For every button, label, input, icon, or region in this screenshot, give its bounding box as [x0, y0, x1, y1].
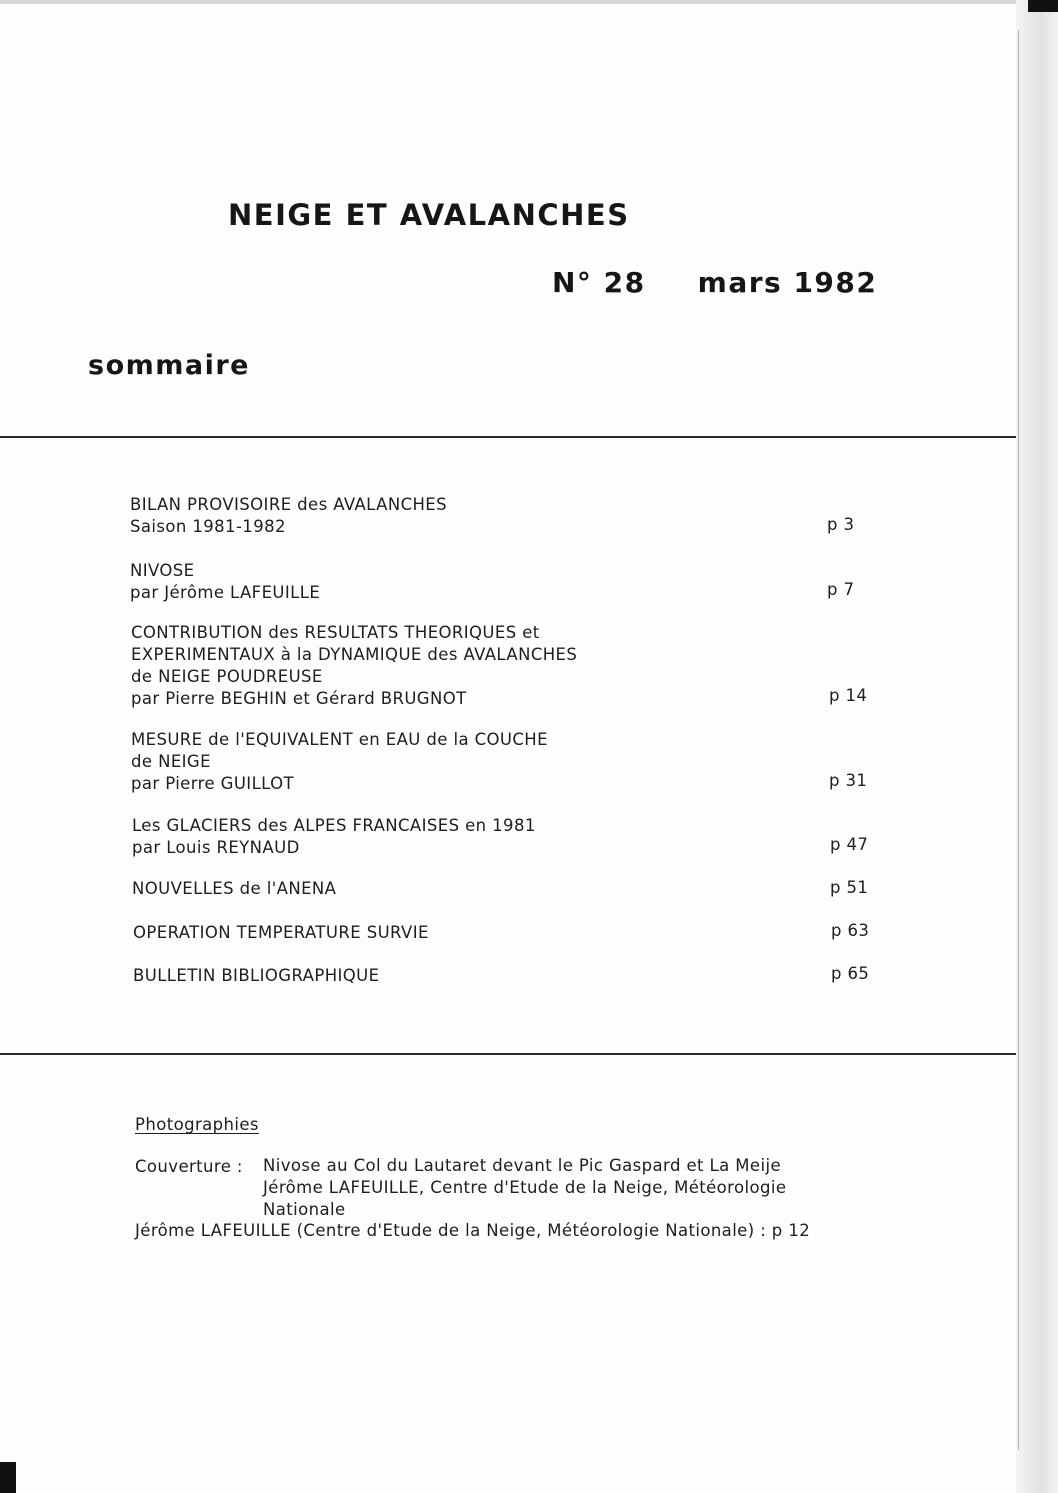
toc-page-number: p 3 [827, 515, 855, 534]
cover-label: Couverture : [135, 1157, 243, 1176]
scan-corner-mark [1028, 0, 1058, 12]
toc-entry-line: OPERATION TEMPERATURE SURVIE [133, 923, 429, 942]
cover-credit-line: Nivose au Col du Lautaret devant le Pic Gaspard et La Meije [263, 1156, 781, 1175]
journal-title: NEIGE ET AVALANCHES [228, 198, 630, 232]
toc-entry-line: par Jérôme LAFEUILLE [130, 583, 321, 602]
cover-credit-line: Nationale [263, 1200, 346, 1219]
toc-entry-line: BULLETIN BIBLIOGRAPHIQUE [133, 966, 380, 985]
top-divider [0, 436, 1016, 438]
page-edge-line [1018, 30, 1019, 1450]
toc-page-number: p 63 [831, 921, 870, 940]
toc-page-number: p 7 [827, 580, 855, 599]
toc-entry [132, 878, 1012, 900]
page-right-edge-shadow [1016, 0, 1058, 1493]
toc-entry [131, 622, 1011, 710]
toc-entry [132, 815, 1012, 859]
toc-entry [131, 729, 1011, 795]
toc-entry-line: de NEIGE [131, 752, 211, 771]
photo-credits-heading: Photographies [135, 1115, 259, 1134]
cover-credit-line: Jérôme LAFEUILLE, Centre d'Etude de la Neige, Météorologie [263, 1178, 787, 1197]
toc-page-number: p 47 [830, 835, 869, 854]
toc-page-number: p 65 [831, 964, 870, 983]
photo-credit-line: Jérôme LAFEUILLE (Centre d'Etude de la Neige, Météorologie Nationale) : p 12 [135, 1221, 811, 1240]
issue-number: N° 28 [552, 266, 646, 299]
toc-entry-line: par Louis REYNAUD [132, 838, 300, 857]
toc-entry-line: par Pierre GUILLOT [131, 774, 295, 793]
toc-entry [130, 560, 1010, 604]
toc-page-number: p 31 [829, 771, 868, 790]
toc-entry [133, 922, 1013, 944]
toc-entry [130, 494, 1010, 538]
toc-entry-line: EXPERIMENTAUX à la DYNAMIQUE des AVALANCHES [131, 645, 578, 664]
toc-page-number: p 51 [830, 878, 869, 897]
toc-entry-line: CONTRIBUTION des RESULTATS THEORIQUES et [131, 623, 540, 642]
toc-entry-line: Les GLACIERS des ALPES FRANCAISES en 1981 [132, 816, 536, 835]
toc-entry-line: NOUVELLES de l'ANENA [132, 879, 337, 898]
toc-entry [133, 965, 1013, 987]
bottom-divider [0, 1053, 1016, 1055]
toc-page-number: p 14 [829, 686, 868, 705]
section-title: sommaire [88, 350, 250, 381]
toc-entry-line: NIVOSE [130, 561, 195, 580]
issue-date: mars 1982 [697, 266, 878, 299]
toc-entry-line: BILAN PROVISOIRE des AVALANCHES [130, 495, 448, 514]
issue-line [552, 266, 877, 299]
toc-entry-line: Saison 1981-1982 [130, 517, 286, 536]
toc-entry-line: de NEIGE POUDREUSE [131, 667, 323, 686]
scan-corner-mark-bottom [0, 1462, 16, 1493]
toc-entry-line: par Pierre BEGHIN et Gérard BRUGNOT [131, 689, 467, 708]
toc-entry-line: MESURE de l'EQUIVALENT en EAU de la COUCHE [131, 730, 548, 749]
page-top-edge [0, 0, 1058, 4]
